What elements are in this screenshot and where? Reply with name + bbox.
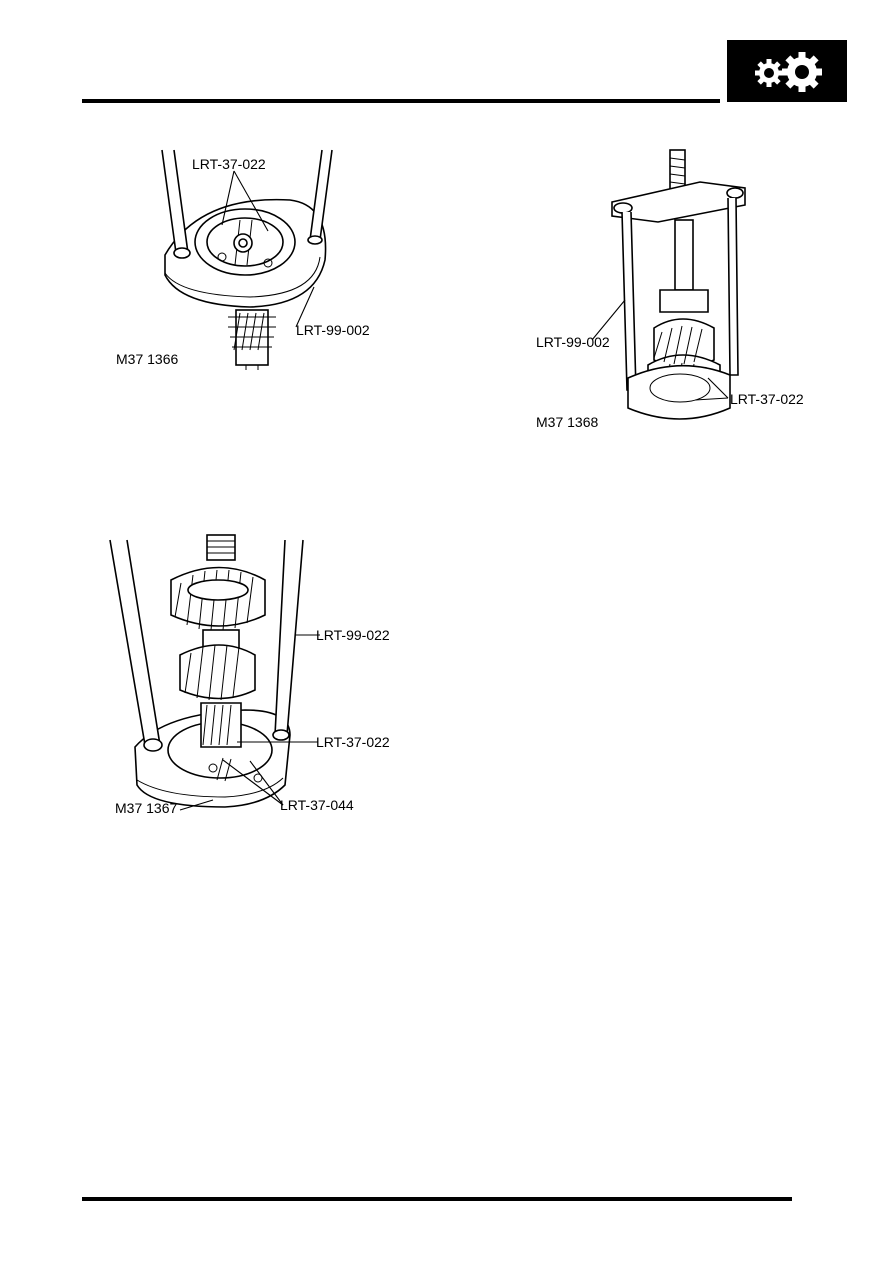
figure-m37-1368 (530, 150, 820, 435)
tool-label-lrt-99-002: LRT-99-002 (536, 334, 610, 350)
figure-caption: M37 1367 (115, 800, 178, 816)
footer-rule (82, 1197, 792, 1201)
tool-label-lrt-37-022: LRT-37-022 (730, 391, 804, 407)
figure-caption: M37 1368 (536, 414, 599, 430)
press-tool-illustration-1 (110, 145, 390, 375)
section-tab (727, 40, 847, 102)
tool-label-lrt-99-022: LRT-99-022 (316, 627, 390, 643)
figure-caption: M37 1366 (116, 351, 179, 367)
tool-label-lrt-37-044: LRT-37-044 (280, 797, 354, 813)
gearbox-gears-icon (727, 40, 847, 102)
tool-label-lrt-99-002: LRT-99-002 (296, 322, 370, 338)
tool-label-lrt-37-022: LRT-37-022 (192, 156, 266, 172)
header-rule (82, 99, 720, 103)
figure-m37-1367 (105, 535, 405, 820)
figure-m37-1366 (110, 145, 390, 375)
tool-label-lrt-37-022: LRT-37-022 (316, 734, 390, 750)
press-tool-illustration-3 (105, 535, 405, 820)
